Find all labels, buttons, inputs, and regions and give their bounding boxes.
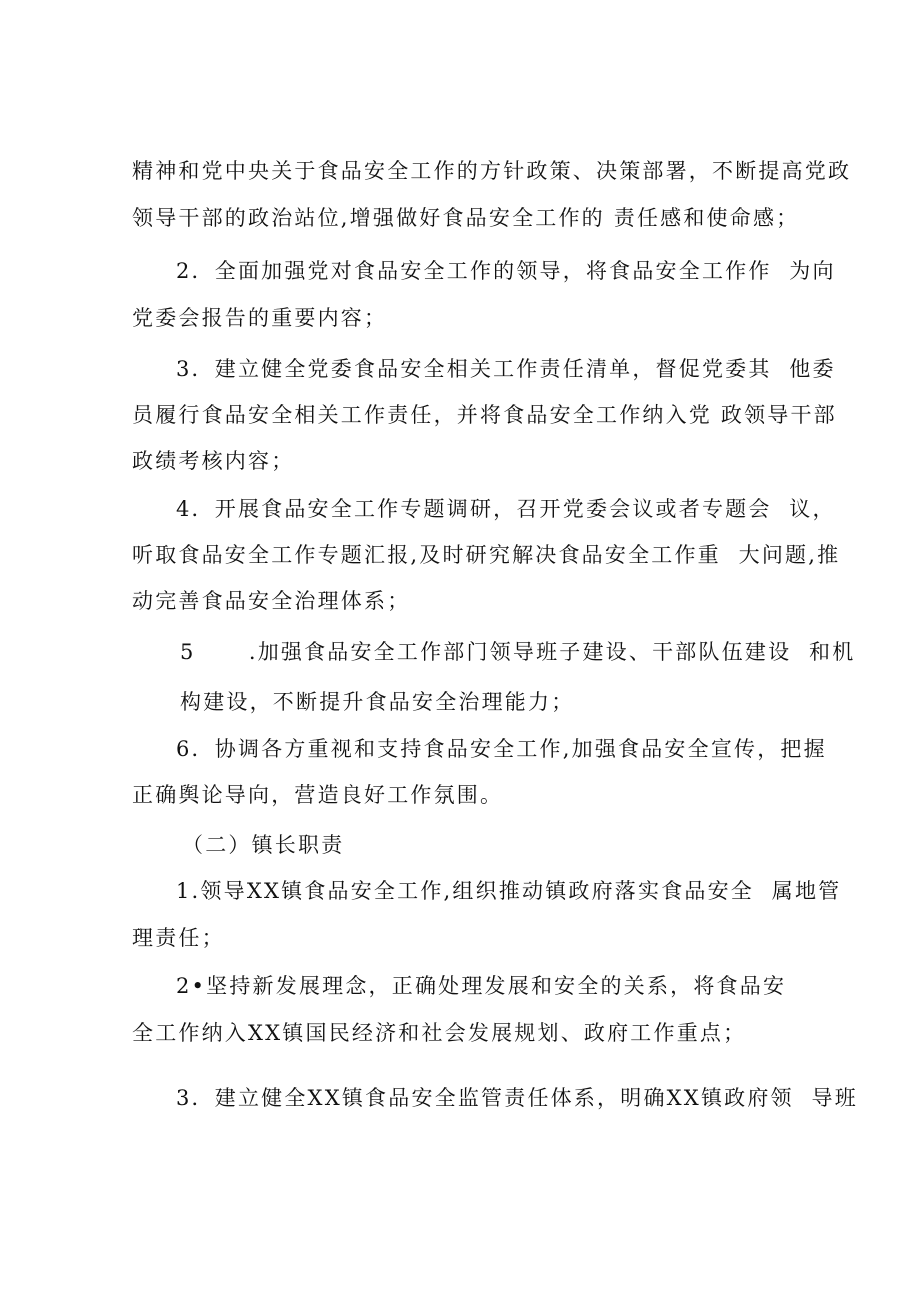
text-line: 4．开展食品安全工作专题调研，召开党委会议或者专题会 议， — [176, 497, 836, 521]
text-line: 2•坚持新发展理念，正确处理发展和安全的关系，将食品安 — [176, 974, 787, 998]
text-line: 3．建立健全XX镇食品安全监管责任体系，明确XX镇政府领 导班 — [176, 1086, 858, 1110]
text-line: 1.领导XX镇食品安全工作,组织推动镇政府落实食品安全 属地管 — [176, 879, 842, 903]
text-line: 领导干部的政治站位,增强做好食品安全工作的 责任感和使命感； — [132, 206, 800, 230]
text-line: 员履行食品安全相关工作责任，并将食品安全工作纳入党 政领导干部 — [132, 403, 837, 427]
text-line: 3．建立健全党委食品安全相关工作责任清单，督促党委其 他委 — [176, 357, 836, 381]
text-line: 理责任； — [132, 926, 225, 950]
text-line: 正确舆论导向，营造良好工作氛围。 — [132, 783, 504, 807]
text-line: 2．全面加强党对食品安全工作的领导，将食品安全工作作 为向 — [176, 259, 836, 283]
section-heading: （二）镇长职责 — [182, 833, 345, 857]
text-line: 6．协调各方重视和支持食品安全工作,加强食品安全宣传，把握 — [176, 737, 827, 761]
text-line: 政绩考核内容； — [132, 449, 295, 473]
text-line: 构建设，不断提升食品安全治理能力； — [180, 690, 575, 714]
text-line: 动完善食品安全治理体系； — [132, 589, 411, 613]
text-line: 听取食品安全工作专题汇报,及时研究解决食品安全工作重 大问题,推 — [132, 543, 841, 567]
text-line: 党委会报告的重要内容； — [132, 306, 388, 330]
text-line: 5 .加强食品安全工作部门领导班子建设、干部队伍建设 和机 — [180, 640, 856, 664]
text-line: 全工作纳入XX镇国民经济和社会发展规划、政府工作重点； — [132, 1021, 747, 1045]
text-line: 精神和党中央关于食品安全工作的方针政策、决策部署，不断提高党政 — [132, 159, 852, 183]
